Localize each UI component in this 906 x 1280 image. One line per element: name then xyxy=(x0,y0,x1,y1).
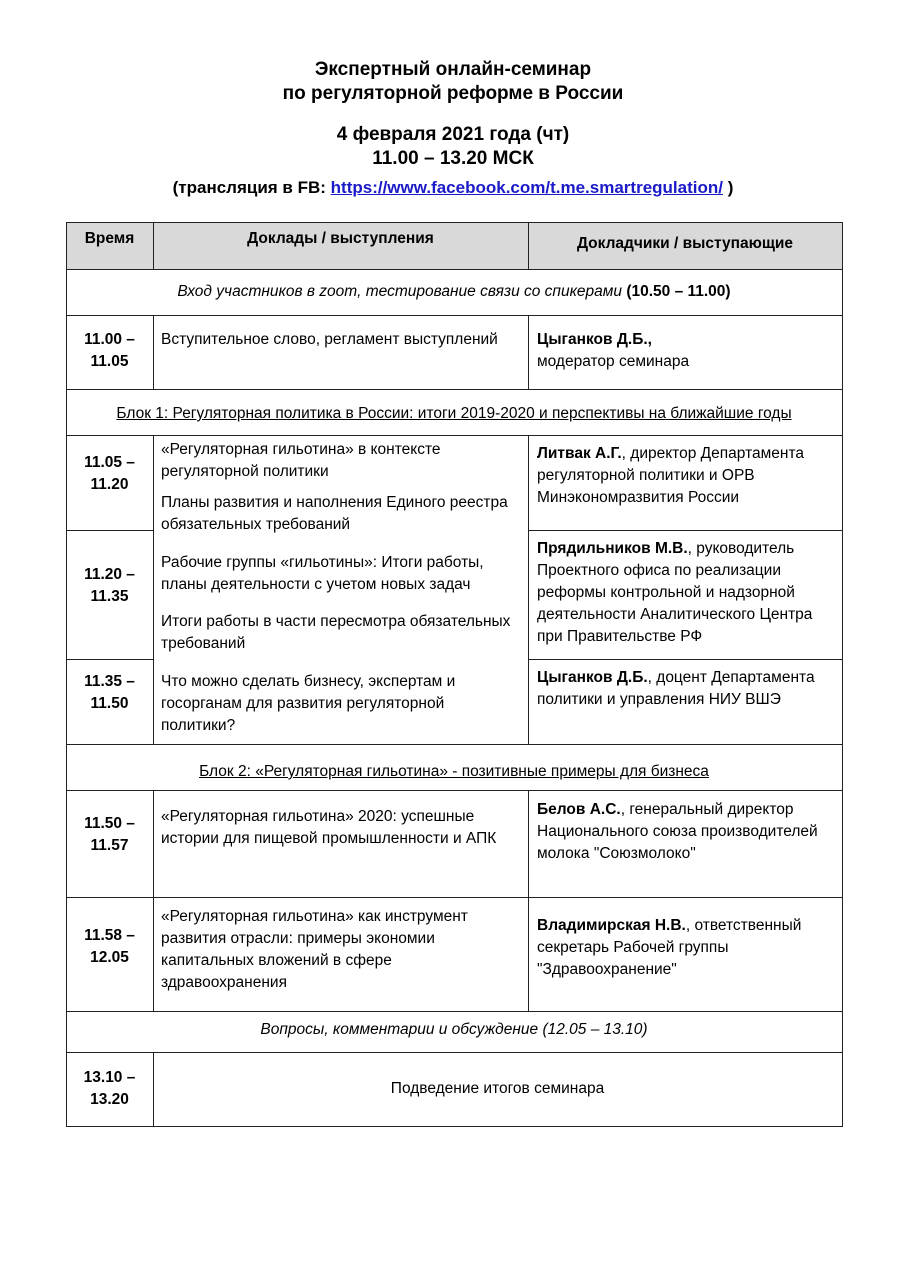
speaker-name: Цыганков Д.Б. xyxy=(537,669,648,686)
speaker-role: , ответственный секретарь Рабочей группы "Здравоохранение" xyxy=(537,917,802,978)
time-start: 11.35 – xyxy=(84,673,135,690)
block1-talk-2: Планы развития и наполнения Единого реестра обязательных требований xyxy=(161,494,508,533)
table-border xyxy=(528,659,843,660)
entry-time: (10.50 – 11.00) xyxy=(626,283,731,300)
table-border xyxy=(528,315,529,389)
broadcast-link[interactable]: https://www.facebook.com/t.me.smartregulation/ xyxy=(330,178,723,197)
final-text: Подведение итогов семинара xyxy=(390,1080,605,1097)
speaker-role: , доцент Департамента политики и управления НИУ ВШЭ xyxy=(537,669,815,708)
time-start: 11.05 – xyxy=(84,454,135,471)
table-border xyxy=(528,790,529,1011)
block1-talk-1: «Регуляторная гильотина» в контексте регуляторной политики xyxy=(161,441,441,480)
table-border xyxy=(66,790,843,791)
table-border xyxy=(66,530,153,531)
time-end: 11.50 xyxy=(90,695,129,712)
block2-time-2 xyxy=(66,925,153,969)
block1-talk-3: Рабочие группы «гильотины»: Итоги работы, планы деятельности с учетом новых задач xyxy=(161,554,484,593)
time-start: 11.50 – xyxy=(84,815,135,832)
time-end: 13.20 xyxy=(90,1091,129,1108)
speaker-name: Цыганков Д.Б., xyxy=(537,331,652,348)
block1-speaker-2 xyxy=(537,538,837,648)
row1-time xyxy=(66,329,153,373)
final-time xyxy=(66,1067,153,1111)
table-border xyxy=(66,222,843,223)
block2-talk-2: «Регуляторная гильотина» как инструмент развития отрасли: примеры экономии капитальных вложений в сфере здравоохранения xyxy=(161,908,468,991)
table-border xyxy=(66,269,843,270)
table-border xyxy=(153,790,154,1011)
time-start: 11.20 – xyxy=(84,566,135,583)
time-end: 11.05 xyxy=(90,353,129,370)
table-border xyxy=(66,897,843,898)
table-border xyxy=(66,744,843,745)
block2-talk-1: «Регуляторная гильотина» 2020: успешные истории для пищевой промышленности и АПК xyxy=(161,808,497,847)
speaker-role: , генеральный директор Национального союза производителей молока "Союзмолоко" xyxy=(537,801,818,862)
block1-time-3 xyxy=(66,671,153,715)
table-border xyxy=(66,435,843,436)
speaker-name: Прядильников М.В. xyxy=(537,540,688,557)
table-border xyxy=(153,315,154,389)
speaker-role: модератор семинара xyxy=(537,353,690,370)
table-border xyxy=(66,659,153,660)
seminar-title-line1: Экспертный онлайн-семинар xyxy=(314,59,592,80)
speaker-role: , директор Департамента регуляторной политики и ОРВ Минэкономразвития России xyxy=(537,445,804,506)
time-start: 13.10 – xyxy=(83,1069,136,1086)
speaker-role: , руководитель Проектного офиса по реализации реформы контрольной и надзорной деятельности Аналитического Центра при Правительстве РФ xyxy=(537,540,813,645)
block1-time-2 xyxy=(66,564,153,608)
speaker-name: Владимирская Н.В. xyxy=(537,917,686,934)
time-end: 12.05 xyxy=(90,949,129,966)
time-start: 11.58 – xyxy=(84,927,135,944)
block1-speaker-1 xyxy=(537,443,837,509)
block1-talk-5: Что можно сделать бизнесу, экспертам и госорганам для развития регуляторной политики? xyxy=(161,673,456,734)
block1-heading-text: Блок 1: Регуляторная политика в России: итоги 2019-2020 и перспективы на ближайшие годы xyxy=(116,405,792,422)
speaker-name: Литвак А.Г. xyxy=(537,445,622,462)
block2-heading-text: Блок 2: «Регуляторная гильотина» - позитивные примеры для бизнеса xyxy=(199,763,709,780)
time-end: 11.20 xyxy=(90,476,129,493)
broadcast-suffix: ) xyxy=(722,178,734,197)
entry-text: Вход участников в zoom, тестирование связи со спикерами xyxy=(177,283,627,300)
questions-row: Вопросы, комментарии и обсуждение (12.05 – 13.10) xyxy=(260,1021,648,1038)
block1-heading xyxy=(66,403,842,425)
broadcast-prefix: (трансляция в FB: xyxy=(172,178,331,197)
table-border xyxy=(66,389,843,390)
seminar-time: 11.00 – 13.20 МСК xyxy=(372,148,534,169)
seminar-title-line2: по регуляторной реформе в России xyxy=(282,83,624,104)
speaker-name: Белов А.С. xyxy=(537,801,621,818)
block1-talk-4: Итоги работы в части пересмотра обязательных требований xyxy=(161,613,511,652)
time-end: 11.57 xyxy=(90,837,129,854)
table-border xyxy=(66,315,843,316)
row1-talk: Вступительное слово, регламент выступлений xyxy=(161,331,498,348)
table-border xyxy=(528,530,843,531)
block1-speaker-3 xyxy=(537,667,837,711)
table-border xyxy=(153,435,154,744)
column-header-time: Время xyxy=(84,230,135,247)
block1-time-1 xyxy=(66,452,153,496)
time-start: 11.00 – xyxy=(84,331,135,348)
block2-time-1 xyxy=(66,813,153,857)
table-border xyxy=(66,1126,843,1127)
table-border xyxy=(842,222,843,1127)
seminar-date: 4 февраля 2021 года (чт) xyxy=(336,124,570,145)
block2-speaker-1 xyxy=(537,799,837,865)
row1-speaker xyxy=(537,329,837,373)
entry-row xyxy=(66,281,842,303)
table-border xyxy=(66,1052,843,1053)
table-border xyxy=(528,435,529,744)
table-border xyxy=(66,1011,843,1012)
time-end: 11.35 xyxy=(90,588,129,605)
column-header-talks: Доклады / выступления xyxy=(247,230,434,247)
block2-speaker-2 xyxy=(537,915,837,981)
block2-heading xyxy=(66,761,842,783)
column-header-speakers: Докладчики / выступающие xyxy=(576,235,794,252)
